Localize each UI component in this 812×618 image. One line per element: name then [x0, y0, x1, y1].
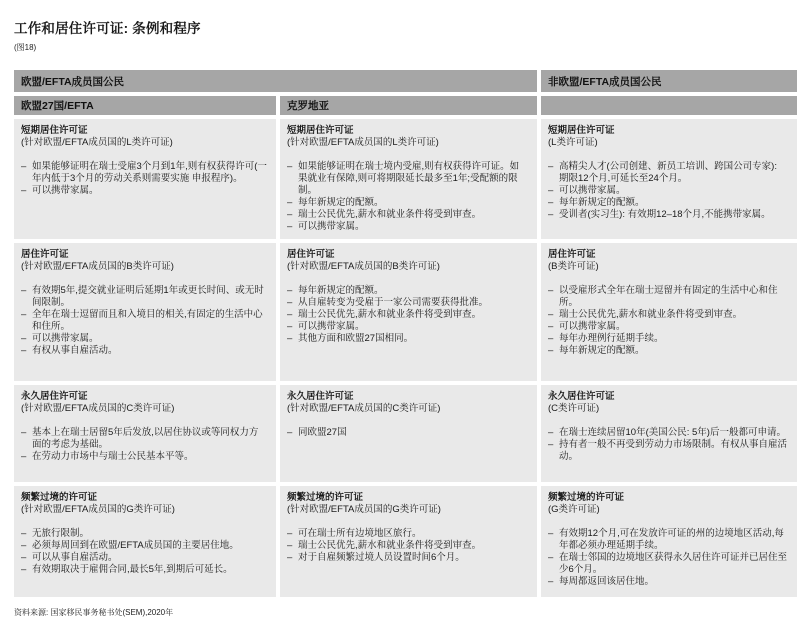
cell-subtitle: (L类许可证) — [548, 137, 598, 148]
bullet-text: 瑞士公民优先,薪水和就业条件将受到审查。 — [298, 209, 482, 220]
bullet-text: 瑞士公民优先,薪水和就业条件将受到审查。 — [298, 309, 482, 320]
bullet-text: 如果能够证明在瑞士受雇3个月到1年,则有权获得许可(一年内低于3个月的劳动关系则需要实施 申报程序)。 — [32, 161, 267, 184]
bullet-text: 高精尖人才(公司创建、新员工培训、跨国公司专家): 期限12个月,可延长至24个月。 — [559, 161, 777, 184]
bullet-dash: – — [287, 197, 293, 208]
bullet-text: 从自雇转变为受雇于一家公司需要获得批准。 — [298, 297, 489, 308]
bullet-dash: – — [287, 333, 293, 344]
group-header-label: 非欧盟/EFTA成员国公民 — [548, 75, 662, 88]
cell-title: 频繁过境的许可证 — [548, 492, 625, 503]
bullet-item — [548, 185, 788, 197]
cell-title: 永久居住许可证 — [548, 391, 615, 402]
bullet-item — [548, 439, 788, 463]
cell-short-term-croatia — [280, 119, 537, 239]
cell-permanent-croatia — [280, 385, 537, 482]
column-header-empty — [541, 96, 797, 115]
bullet-item — [287, 161, 528, 197]
bullet-text: 在瑞士邻国的边境地区获得永久居住许可证并已居住至少6个月。 — [559, 552, 788, 575]
bullet-list — [21, 285, 267, 357]
bullet-text: 全年在瑞士逗留而且和入境目的相关,有固定的生活中心和住所。 — [32, 309, 263, 332]
bullet-text: 可以携带家属。 — [32, 185, 99, 196]
bullet-dash: – — [21, 451, 27, 462]
cell-subtitle: (G类许可证) — [548, 504, 600, 515]
cell-title: 永久居住许可证 — [21, 391, 88, 402]
bullet-list — [287, 528, 528, 564]
bullet-dash: – — [548, 185, 554, 196]
bullet-list — [21, 528, 267, 576]
bullet-dash: – — [548, 552, 554, 563]
bullet-dash: – — [548, 285, 554, 296]
bullet-text: 可以携带家属。 — [298, 221, 365, 232]
bullet-item — [287, 552, 528, 564]
bullet-dash: – — [548, 345, 554, 356]
bullet-item — [287, 285, 528, 297]
cell-title: 短期居住许可证 — [548, 125, 615, 136]
bullet-item — [21, 285, 267, 309]
bullet-text: 每年新规定的配额。 — [298, 197, 384, 208]
bullet-text: 瑞士公民优先,薪水和就业条件将受到审查。 — [559, 309, 743, 320]
cell-title: 短期居住许可证 — [21, 125, 88, 136]
page-title: 工作和居住许可证: 条例和程序 — [14, 21, 201, 36]
cell-commuter-non-eu — [541, 486, 797, 597]
cell-commuter-eu27 — [14, 486, 276, 597]
bullet-item — [548, 321, 788, 333]
bullet-item — [21, 345, 267, 357]
cell-subtitle: (针对欧盟/EFTA成员国的C类许可证) — [21, 403, 175, 414]
bullet-text: 如果能够证明在瑞士境内受雇,则有权获得许可证。如果就业有保障,则可将期限延长最多至1年;受配额的限制。 — [298, 161, 520, 196]
bullet-dash: – — [21, 161, 27, 172]
figure-label: (图18) — [14, 43, 37, 52]
source-note: 资料来源: 国家移民事务秘书处(SEM),2020年 — [14, 608, 174, 617]
bullet-dash: – — [548, 321, 554, 332]
bullet-item — [548, 345, 788, 357]
cell-subtitle: (B类许可证) — [548, 261, 599, 272]
bullet-dash: – — [548, 439, 554, 450]
bullet-text: 可以携带家属。 — [559, 321, 626, 332]
bullet-text: 有权从事自雇活动。 — [32, 345, 118, 356]
bullet-dash: – — [21, 528, 27, 539]
group-header-eu-efta — [14, 70, 537, 92]
bullet-item — [21, 161, 267, 185]
bullet-item — [287, 540, 528, 552]
bullet-item — [548, 209, 788, 221]
bullet-dash: – — [287, 297, 293, 308]
cell-permanent-non-eu — [541, 385, 797, 482]
bullet-dash: – — [548, 333, 554, 344]
bullet-dash: – — [21, 285, 27, 296]
bullet-list — [21, 161, 267, 197]
bullet-text: 瑞士公民优先,薪水和就业条件将受到审查。 — [298, 540, 482, 551]
bullet-item — [21, 540, 267, 552]
bullet-text: 其他方面和欧盟27国相同。 — [298, 333, 414, 344]
bullet-item — [287, 427, 528, 439]
bullet-item — [287, 309, 528, 321]
cell-subtitle: (针对欧盟/EFTA成员国的B类许可证) — [287, 261, 440, 272]
cell-short-term-non-eu — [541, 119, 797, 239]
bullet-text: 基本上在瑞士居留5年后发放,以居住协议或等同权力方面的考虑为基础。 — [32, 427, 259, 450]
bullet-text: 有效期12个月,可在发放许可证的州的边境地区活动,每年都必须办理延期手续。 — [559, 528, 784, 551]
column-header-label: 克罗地亚 — [287, 100, 329, 112]
bullet-list — [548, 427, 788, 463]
bullet-dash: – — [287, 321, 293, 332]
bullet-list — [287, 285, 528, 345]
bullet-text: 同欧盟27国 — [298, 427, 347, 438]
bullet-text: 可在瑞士所有边境地区旅行。 — [298, 528, 422, 539]
bullet-text: 以受雇形式全年在瑞士逗留并有固定的生活中心和住所。 — [559, 285, 778, 308]
bullet-dash: – — [287, 285, 293, 296]
bullet-text: 持有者一般不再受到劳动力市场限制。有权从事自雇活动。 — [559, 439, 788, 462]
cell-short-term-eu27 — [14, 119, 276, 239]
bullet-list — [548, 161, 788, 221]
bullet-text: 每年办理例行延期手续。 — [559, 333, 664, 344]
bullet-text: 必须每周回到在欧盟/EFTA成员国的主要居住地。 — [32, 540, 239, 551]
bullet-dash: – — [21, 552, 27, 563]
bullet-item — [548, 552, 788, 576]
cell-title: 永久居住许可证 — [287, 391, 354, 402]
cell-subtitle: (针对欧盟/EFTA成员国的L类许可证) — [21, 137, 173, 148]
bullet-text: 每年新规定的配额。 — [559, 197, 645, 208]
bullet-dash: – — [548, 427, 554, 438]
bullet-dash: – — [548, 209, 554, 220]
bullet-item — [548, 333, 788, 345]
bullet-dash: – — [21, 345, 27, 356]
bullet-text: 有效期取决于雇佣合同,最长5年,到期后可延长。 — [32, 564, 233, 575]
bullet-dash: – — [287, 309, 293, 320]
bullet-dash: – — [548, 161, 554, 172]
bullet-dash: – — [21, 540, 27, 551]
bullet-text: 在瑞士连续居留10年(美国公民: 5年)后一般都可申请。 — [559, 427, 786, 438]
bullet-text: 对于自雇频繁过境人员设置时间6个月。 — [298, 552, 465, 563]
group-header-non-eu-efta — [541, 70, 797, 92]
bullet-text: 可以携带家属。 — [559, 185, 626, 196]
cell-commuter-croatia — [280, 486, 537, 597]
bullet-item — [21, 309, 267, 333]
bullet-dash: – — [287, 209, 293, 220]
column-header-croatia — [280, 96, 537, 115]
cell-title: 居住许可证 — [548, 249, 596, 260]
bullet-item — [548, 576, 788, 588]
cell-residence-croatia — [280, 243, 537, 381]
bullet-dash: – — [21, 309, 27, 320]
bullet-text: 在劳动力市场中与瑞士公民基本平等。 — [32, 451, 194, 462]
bullet-item — [548, 309, 788, 321]
bullet-dash: – — [548, 309, 554, 320]
bullet-item — [287, 221, 528, 233]
bullet-dash: – — [548, 576, 554, 587]
bullet-item — [548, 161, 788, 185]
cell-residence-non-eu — [541, 243, 797, 381]
cell-subtitle: (C类许可证) — [548, 403, 600, 414]
bullet-dash: – — [21, 333, 27, 344]
bullet-item — [287, 297, 528, 309]
bullet-item — [548, 285, 788, 309]
bullet-item — [548, 427, 788, 439]
cell-subtitle: (针对欧盟/EFTA成员国的L类许可证) — [287, 137, 439, 148]
bullet-text: 每年新规定的配额。 — [559, 345, 645, 356]
permit-table — [14, 70, 797, 597]
bullet-item — [21, 333, 267, 345]
column-header-eu27-efta — [14, 96, 276, 115]
bullet-list — [287, 161, 528, 233]
cell-title: 居住许可证 — [21, 249, 69, 260]
bullet-list — [548, 528, 788, 588]
cell-permanent-eu27 — [14, 385, 276, 482]
bullet-dash: – — [287, 161, 293, 172]
bullet-dash: – — [287, 552, 293, 563]
bullet-item — [287, 333, 528, 345]
bullet-dash: – — [287, 427, 293, 438]
bullet-item — [21, 552, 267, 564]
bullet-text: 可以携带家属。 — [298, 321, 365, 332]
bullet-item — [548, 528, 788, 552]
bullet-text: 有效期5年,提交就业证明后延期1年或更长时间、或无时间限制。 — [32, 285, 264, 308]
cell-title: 居住许可证 — [287, 249, 335, 260]
bullet-item — [21, 564, 267, 576]
bullet-text: 受训者(实习生): 有效期12–18个月,不能携带家属。 — [559, 209, 771, 220]
bullet-text: 每周都返回该居住地。 — [559, 576, 655, 587]
group-header-label: 欧盟/EFTA成员国公民 — [21, 75, 125, 88]
bullet-text: 可以携带家属。 — [32, 333, 99, 344]
column-header-label: 欧盟27国/EFTA — [21, 100, 94, 112]
bullet-item — [21, 185, 267, 197]
bullet-item — [287, 321, 528, 333]
bullet-text: 每年新规定的配额。 — [298, 285, 384, 296]
bullet-dash: – — [21, 427, 27, 438]
cell-title: 短期居住许可证 — [287, 125, 354, 136]
cell-subtitle: (针对欧盟/EFTA成员国的G类许可证) — [287, 504, 441, 515]
bullet-text: 可以从事自雇活动。 — [32, 552, 118, 563]
bullet-text: 无旅行限制。 — [32, 528, 90, 539]
bullet-list — [21, 427, 267, 463]
cell-title: 频繁过境的许可证 — [287, 492, 364, 503]
cell-subtitle: (针对欧盟/EFTA成员国的B类许可证) — [21, 261, 174, 272]
bullet-dash: – — [287, 540, 293, 551]
cell-residence-eu27 — [14, 243, 276, 381]
bullet-dash: – — [287, 528, 293, 539]
bullet-dash: – — [287, 221, 293, 232]
cell-subtitle: (针对欧盟/EFTA成员国的G类许可证) — [21, 504, 175, 515]
bullet-item — [287, 197, 528, 209]
cell-subtitle: (针对欧盟/EFTA成员国的C类许可证) — [287, 403, 441, 414]
bullet-item — [21, 528, 267, 540]
bullet-item — [21, 451, 267, 463]
cell-title: 频繁过境的许可证 — [21, 492, 98, 503]
bullet-item — [287, 209, 528, 221]
bullet-dash: – — [548, 528, 554, 539]
bullet-item — [548, 197, 788, 209]
bullet-item — [21, 427, 267, 451]
bullet-list — [287, 427, 528, 439]
bullet-dash: – — [21, 564, 27, 575]
bullet-dash: – — [548, 197, 554, 208]
bullet-list — [548, 285, 788, 357]
bullet-item — [287, 528, 528, 540]
bullet-dash: – — [21, 185, 27, 196]
